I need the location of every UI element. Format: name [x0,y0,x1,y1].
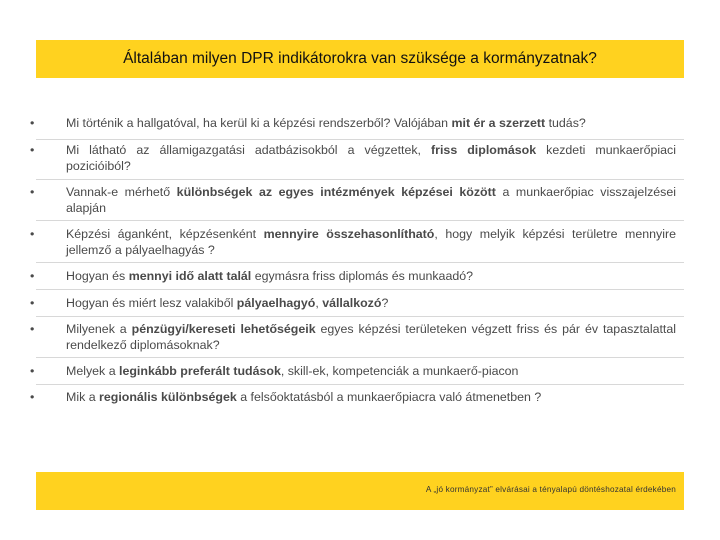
divider [36,357,684,358]
divider [36,179,684,180]
divider [36,139,684,140]
list-item [30,321,676,353]
divider [36,384,684,385]
bullet-icon: • [30,185,35,199]
divider [36,316,684,317]
list-item-text: Mi történik a hallgatóval, ha kerül ki a képzési rendszerből? Valójában mit ér a szerzett tudás? [66,116,586,130]
list-item-text: Hogyan és miért lesz valakiből pályaelhagyó, vállalkozó? [66,296,389,310]
list-item-text: Melyek a leginkább preferált tudások, skill-ek, kompetenciák a munkaerő-piacon [66,364,519,378]
list-item-text: Hogyan és mennyi idő alatt talál egymásra friss diplomás és munkaadó? [66,269,474,283]
list-item [30,142,676,174]
bullet-icon: • [30,116,35,130]
list-item-text: Képzési áganként, képzésenként mennyire összehasonlítható, hogy melyik képzési területre mennyire jellemző a pályaelhagyás ? [66,227,676,257]
bullet-icon: • [30,390,35,404]
list-item-text: Mik a regionális különbségek a felsőoktatásból a munkaerőpiacra való átmenetben ? [66,390,542,404]
divider [36,289,684,290]
bullet-icon: • [30,143,35,157]
page-title: Általában milyen DPR indikátorokra van szüksége a kormányzatnak? [123,50,597,67]
bullet-icon: • [30,296,35,310]
list-item [30,226,676,258]
bullet-icon: • [30,227,35,241]
bullet-icon: • [30,322,35,336]
footer-bar [36,472,684,510]
footer-text: A „jó kormányzat” elvárásai a tényalapú döntéshozatal érdekében [425,485,676,494]
bullet-icon: • [30,364,35,378]
list-item [30,268,676,284]
title-bar [36,40,684,78]
list-item-text: Mi látható az államigazgatási adatbázisokból a végzettek, friss diplomások kezdeti munkaerőpiaci pozicióiból? [66,143,676,173]
divider [36,262,684,263]
list-item [30,184,676,216]
list-item [30,115,676,131]
list-item-text: Milyenek a pénzügyi/kereseti lehetőségeik egyes képzési területeken végzett friss és pár év tapasztalattal rendelkező diplomásoknak? [66,322,676,352]
list-item [30,295,676,311]
list-item [30,363,676,379]
bullet-icon: • [30,269,35,283]
list-item-text: Vannak-e mérhető különbségek az egyes intézmények képzései között a munkaerőpiac visszajelzései alapján [66,185,676,215]
divider [36,220,684,221]
list-item [30,389,676,405]
